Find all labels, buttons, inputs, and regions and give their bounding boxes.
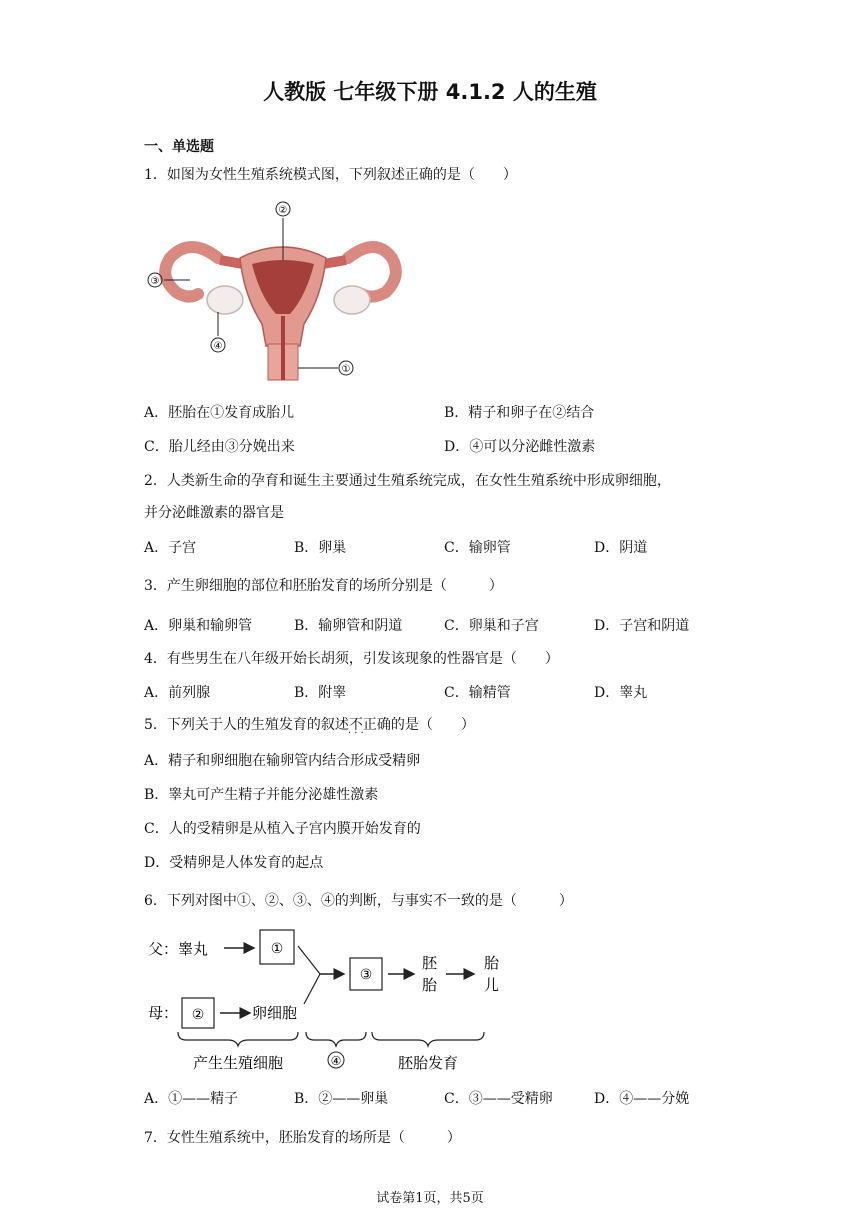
q3-option-b: B．输卵管和阴道	[294, 618, 403, 634]
question-7-stem: 7．女性生殖系统中，胚胎发育的场所是（ ）	[144, 1130, 461, 1146]
female-reproductive-system-figure	[140, 196, 410, 386]
box-1-label: ①	[270, 941, 284, 957]
fetus-char-2: 儿	[484, 976, 500, 994]
embryo-char-2: 胎	[422, 976, 438, 994]
q4-option-d: D．睾丸	[594, 685, 648, 701]
figure1-label-4: ④	[213, 341, 223, 352]
figure1-label-1: ①	[341, 364, 351, 375]
fetus-char-1: 胎	[484, 954, 500, 972]
q4-option-b: B．附睾	[294, 685, 347, 701]
q5-option-c: C．人的受精卵是从植入子宫内膜开始发育的	[144, 821, 421, 837]
egg-cell-label: 卵细胞	[252, 1004, 298, 1022]
q5-stem-before: 5．下列关于人的生殖发育的叙述	[144, 717, 349, 733]
brace-1-label: 产生生殖细胞	[192, 1054, 284, 1072]
q2-option-c: C．输卵管	[444, 540, 511, 556]
q2-option-b: B．卵巢	[294, 540, 347, 556]
father-label: 父：睾丸	[148, 940, 209, 958]
brace-2-label: ④	[330, 1054, 342, 1068]
question-1-stem: 1．如图为女性生殖系统模式图，下列叙述正确的是（ ）	[144, 167, 517, 183]
figure1-label-2: ②	[278, 205, 288, 216]
question-3-stem: 3．产生卵细胞的部位和胚胎发育的场所分别是（ ）	[144, 578, 503, 594]
section-heading: 一、单选题	[144, 139, 214, 155]
mother-label: 母：	[148, 1004, 179, 1022]
ovary-left	[207, 286, 243, 314]
reproduction-flow-diagram	[140, 920, 540, 1080]
q1-option-d: D．④可以分泌雌性激素	[444, 439, 596, 455]
q4-option-a: A．前列腺	[144, 685, 211, 701]
q4-option-c: C．输精管	[444, 685, 511, 701]
q5-option-b: B．睾丸可产生精子并能分泌雄性激素	[144, 787, 379, 803]
q6-option-d: D．④——分娩	[594, 1091, 690, 1107]
q2-option-a: A．子宫	[144, 540, 197, 556]
q6-option-a: A．①——精子	[144, 1091, 239, 1107]
question-2-stem-line2: 并分泌雌激素的器官是	[144, 505, 284, 521]
q2-option-d: D．阴道	[594, 540, 648, 556]
question-4-stem: 4．有些男生在八年级开始长胡须，引发该现象的性器官是（ ）	[144, 651, 559, 667]
page-title: 人教版 七年级下册 4.1.2 人的生殖	[263, 80, 597, 104]
figure1-label-3: ③	[150, 276, 160, 287]
page-footer: 试卷第1页，共5页	[376, 1191, 484, 1206]
ovary-right	[334, 286, 370, 314]
q5-option-a: A．精子和卵细胞在输卵管内结合形成受精卵	[144, 753, 421, 769]
q1-option-c: C．胎儿经由③分娩出来	[144, 439, 295, 455]
box-3-label: ③	[359, 967, 373, 983]
q1-option-a: A．胚胎在①发育成胎儿	[144, 405, 295, 421]
q6-option-c: C．③——受精卵	[444, 1091, 553, 1107]
question-2-stem-line1: 2．人类新生命的孕育和诞生主要通过生殖系统完成，在女性生殖系统中形成卵细胞，	[144, 473, 671, 489]
question-6-stem: 6．下列对图中①、②、③、④的判断，与事实不一致的是（ ）	[144, 893, 573, 909]
q1-option-b: B．精子和卵子在②结合	[444, 405, 595, 421]
q5-stem-after: 的是（ ）	[390, 717, 475, 733]
q3-option-d: D．子宫和阴道	[594, 618, 690, 634]
q3-option-c: C．卵巢和子宫	[444, 618, 539, 634]
brace-3-label: 胚胎发育	[397, 1054, 459, 1072]
q5-stem-emphasis: 不正确 · · ·	[349, 714, 391, 734]
q5-option-d: D．受精卵是人体发育的起点	[144, 855, 324, 871]
box-2-label: ②	[191, 1007, 205, 1023]
q6-option-b: B．②——卵巢	[294, 1091, 389, 1107]
q3-option-a: A．卵巢和输卵管	[144, 618, 253, 634]
embryo-char-1: 胚	[422, 954, 438, 972]
question-5-stem	[144, 714, 475, 734]
